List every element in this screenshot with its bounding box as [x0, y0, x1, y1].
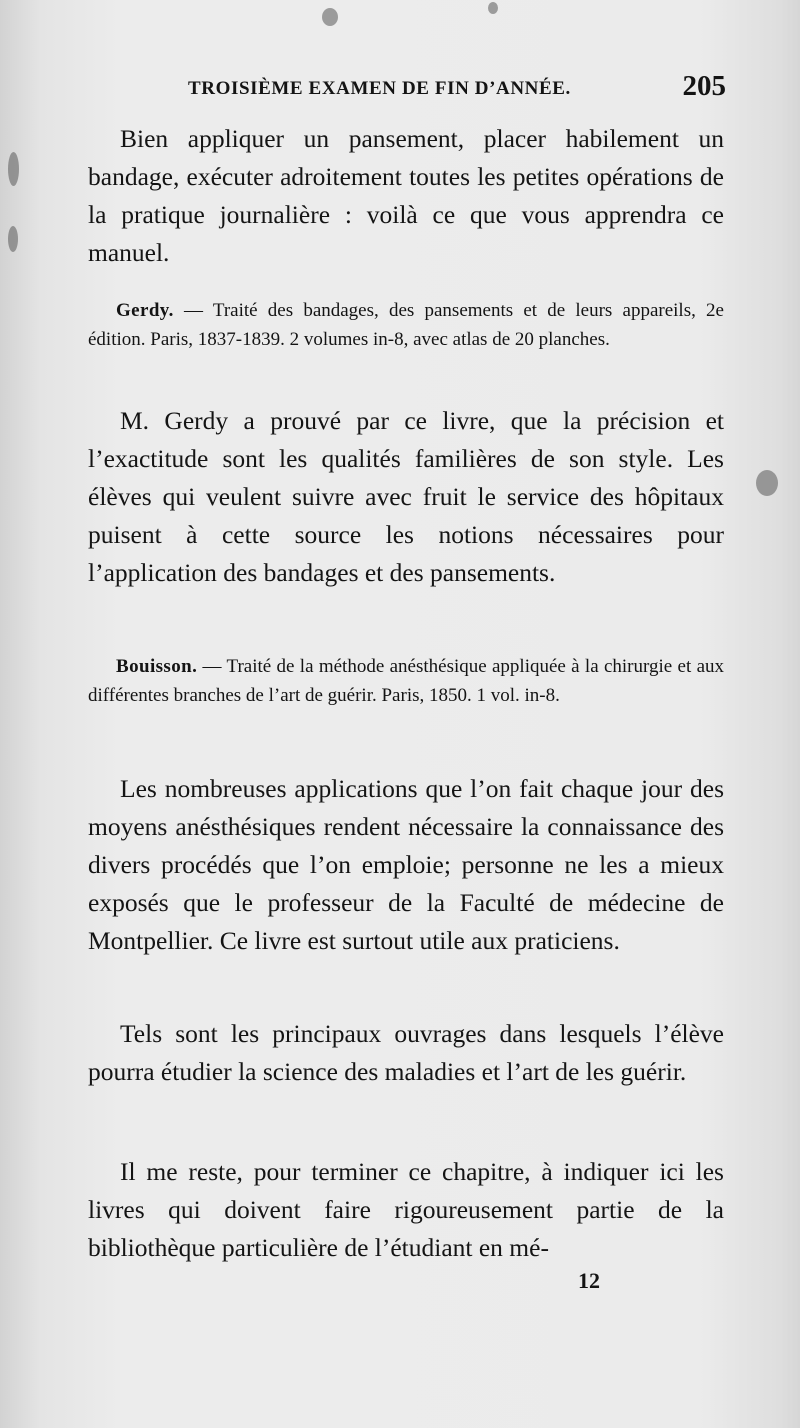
reference-bouisson — [88, 652, 724, 710]
paragraph-2 — [88, 402, 724, 592]
signature-mark: 12 — [578, 1268, 600, 1293]
ink-spot — [8, 226, 18, 252]
paragraph-text: Tels sont les principaux ouvrages dans lesquels l’élève pourra étudier la science des maladies et l’art de les guérir. — [88, 1019, 724, 1086]
reference-author: Gerdy. — [116, 300, 174, 321]
paragraph-5 — [88, 1153, 724, 1267]
ink-spot — [322, 8, 338, 26]
ink-spot — [488, 2, 498, 14]
reference-details: — Traité de la méthode anésthésique appliquée à la chirurgie et aux différentes branches de l’art de guérir. Paris, 1850. 1 vol. in-8. — [88, 656, 724, 706]
ink-spot — [756, 470, 778, 496]
paragraph-4 — [88, 1015, 724, 1091]
paragraph-1 — [88, 120, 724, 272]
page-header — [118, 68, 726, 108]
page-number: 205 — [682, 70, 726, 102]
reference-details: — Traité des bandages, des pansements et de leurs appareils, 2e édition. Paris, 1837-1839. 2 volumes in-8, avec atlas de 20 planches. — [88, 300, 724, 350]
ink-spot — [8, 152, 19, 186]
paragraph-3 — [88, 770, 724, 960]
reference-text — [88, 652, 724, 710]
reference-text — [88, 296, 724, 354]
reference-author: Bouisson. — [116, 656, 198, 677]
paragraph-text: M. Gerdy a prouvé par ce livre, que la précision et l’exactitude sont les qualités familières de son style. Les élèves qui veulent suivre avec fruit le service des hôpitaux puisent à cette source les notions nécessaires pour l’application des bandages et des pansements. — [88, 406, 724, 587]
paragraph-text: Bien appliquer un pansement, placer habilement un bandage, exécuter adroitement toutes les petites opérations de la pratique journalière : voilà ce que vous apprendra ce manuel. — [88, 124, 724, 267]
paragraph-text: Les nombreuses applications que l’on fait chaque jour des moyens anésthésiques rendent nécessaire la connaissance des divers procédés que l’on emploie; personne ne les a mieux exposés que le professeur de la Faculté de médecine de Montpellier. Ce livre est surtout utile aux praticiens. — [88, 774, 724, 955]
reference-gerdy — [88, 296, 724, 354]
running-title: TROISIÈME EXAMEN DE FIN D’ANNÉE. — [188, 78, 571, 99]
paragraph-text: Il me reste, pour terminer ce chapitre, à indiquer ici les livres qui doivent faire rigoureusement partie de la bibliothèque particulière de l’étudiant en mé- — [88, 1157, 724, 1262]
